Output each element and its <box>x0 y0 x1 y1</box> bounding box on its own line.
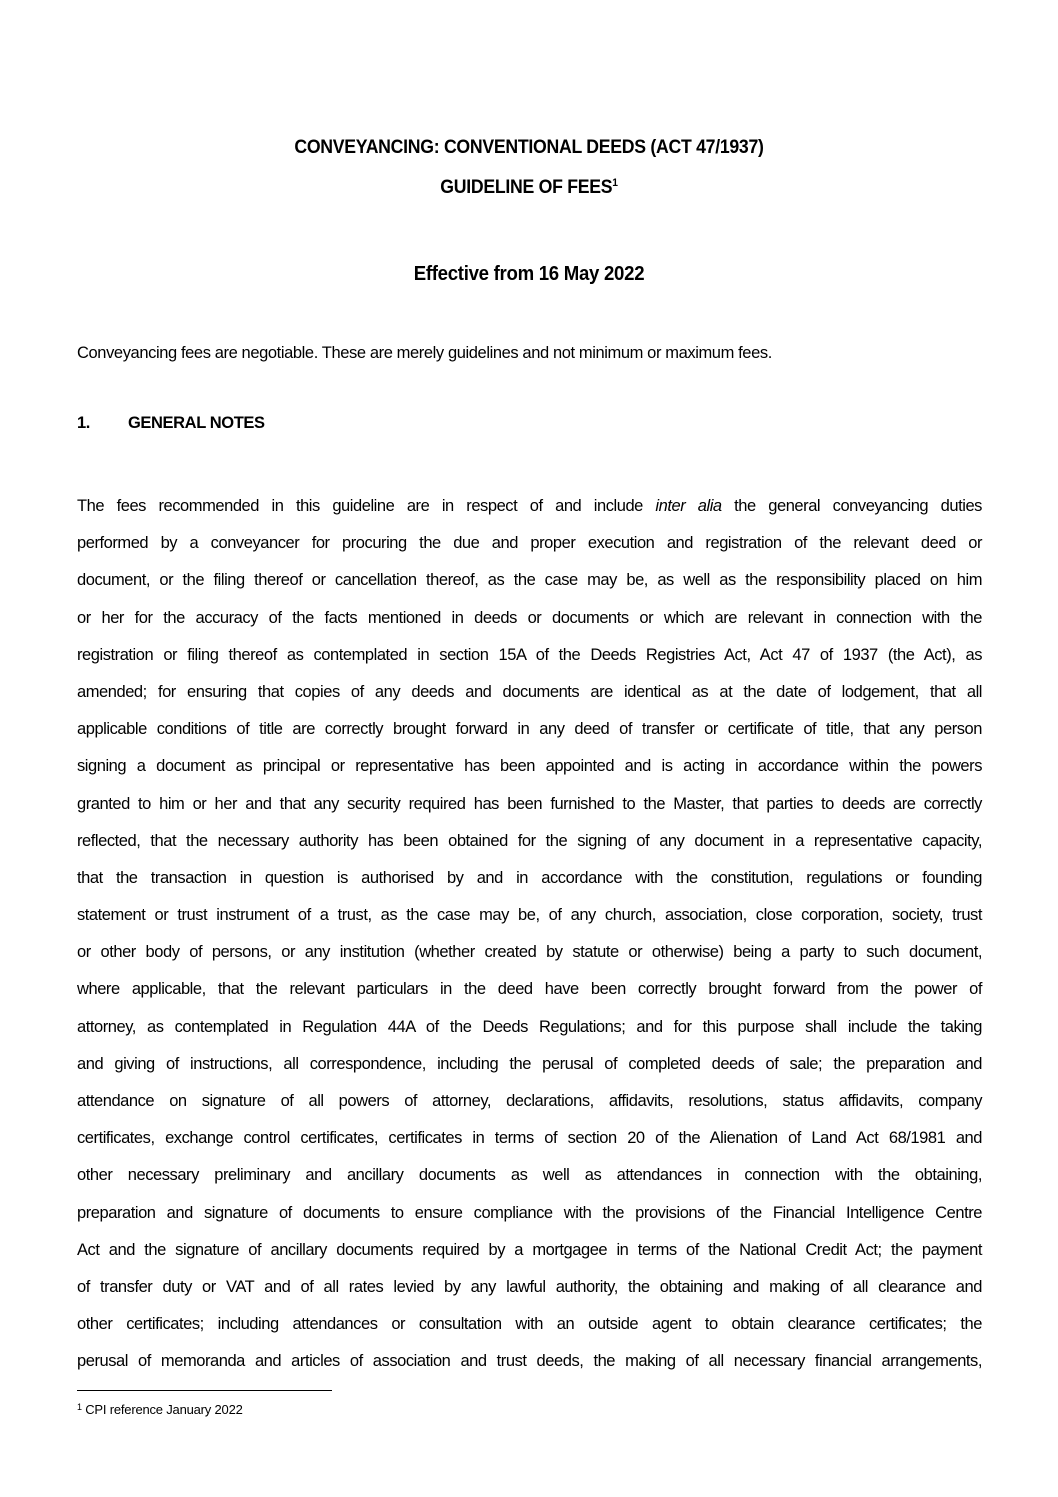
paragraph-line: other necessary preliminary and ancillary documents as well as attendances in connection with the obtaining, <box>77 1166 982 1185</box>
paragraph-line: reflected, that the necessary authority has been obtained for the signing of any document in a representative capacity, <box>77 831 982 850</box>
paragraph-line: certificates, exchange control certificates, certificates in terms of section 20 of the Alienation of Land Act 68/1981 and <box>77 1129 982 1148</box>
paragraph-line: of transfer duty or VAT and of all rates levied by any lawful authority, the obtaining and making of all clearance and <box>77 1277 982 1296</box>
subtitle-text: GUIDELINE OF FEES <box>440 177 613 198</box>
paragraph-line: attendance on signature of all powers of attorney, declarations, affidavits, resolutions, status affidavits, company <box>77 1092 982 1110</box>
footnote-text: CPI reference January 2022 <box>85 1402 243 1417</box>
paragraph-line <box>77 488 982 525</box>
paragraph-line: amended; for ensuring that copies of any deeds and documents are identical as at the date of lodgement, that all <box>77 682 982 701</box>
paragraph-line: signing a document as principal or representative has been appointed and is acting in accordance within the powers <box>77 757 982 776</box>
effective-date: Effective from 16 May 2022 <box>413 263 645 285</box>
paragraph-line: or other body of persons, or any institution (whether created by statute or otherwise) being a party to such document, <box>77 943 982 962</box>
paragraph-line: preparation and signature of documents to ensure compliance with the provisions of the Financial Intelligence Centre <box>77 1203 982 1222</box>
paragraph-line: statement or trust instrument of a trust, as the case may be, of any church, association, close corporation, society, trust <box>77 906 982 925</box>
line-text: the general conveyancing duties <box>721 497 982 515</box>
document-title: CONVEYANCING: CONVENTIONAL DEEDS (ACT 47/1937) <box>294 137 764 158</box>
document-subtitle <box>37 177 1021 199</box>
paragraph-line: or her for the accuracy of the facts mentioned in deeds or documents or which are relevant in connection with the <box>77 608 982 627</box>
paragraph-line: granted to him or her and that any security required has been furnished to the Master, that parties to deeds are correctly <box>77 794 982 813</box>
intro-text: Conveyancing fees are negotiable. These are merely guidelines and not minimum or maximum fees. <box>77 344 772 362</box>
italic-term: inter alia <box>655 497 722 515</box>
paragraph-line: that the transaction in question is authorised by and in accordance with the constitution, regulations or founding <box>77 868 982 887</box>
paragraph-line: performed by a conveyancer for procuring the due and proper execution and registration of the relevant deed or <box>77 534 982 553</box>
footnote <box>77 1402 243 1417</box>
paragraph-line: Act and the signature of ancillary documents required by a mortgagee in terms of the National Credit Act; the payment <box>77 1240 982 1259</box>
footnote-reference[interactable]: 1 <box>612 177 618 189</box>
line-text: The fees recommended in this guideline are in respect of and include <box>77 497 656 515</box>
paragraph-line: registration or filing thereof as contemplated in section 15A of the Deeds Registries Act, Act 47 of 1937 (the Act), as <box>77 645 982 664</box>
section-title: GENERAL NOTES <box>128 414 265 432</box>
paragraph-line: and giving of instructions, all correspondence, including the perusal of completed deeds of sale; the preparation and <box>77 1054 982 1073</box>
paragraph-line: perusal of memoranda and articles of association and trust deeds, the making of all necessary financial arrangements, <box>77 1352 982 1371</box>
paragraph-line: where applicable, that the relevant particulars in the deed have been correctly brought forward from the power of <box>77 980 982 999</box>
footnote-mark: 1 <box>77 1402 82 1412</box>
paragraph-line: other certificates; including attendances or consultation with an outside agent to obtain clearance certificates; the <box>77 1315 982 1334</box>
footnote-divider <box>77 1390 332 1391</box>
section-heading <box>77 414 265 433</box>
paragraph-line: applicable conditions of title are correctly brought forward in any deed of transfer or certificate of title, that any person <box>77 720 982 739</box>
general-notes-paragraph <box>77 488 982 1381</box>
section-number: 1. <box>77 414 90 432</box>
paragraph-line: document, or the filing thereof or cancellation thereof, as the case may be, as well as the responsibility placed on him <box>77 571 982 590</box>
paragraph-line: attorney, as contemplated in Regulation 44A of the Deeds Regulations; and for this purpose shall include the taking <box>77 1017 982 1036</box>
